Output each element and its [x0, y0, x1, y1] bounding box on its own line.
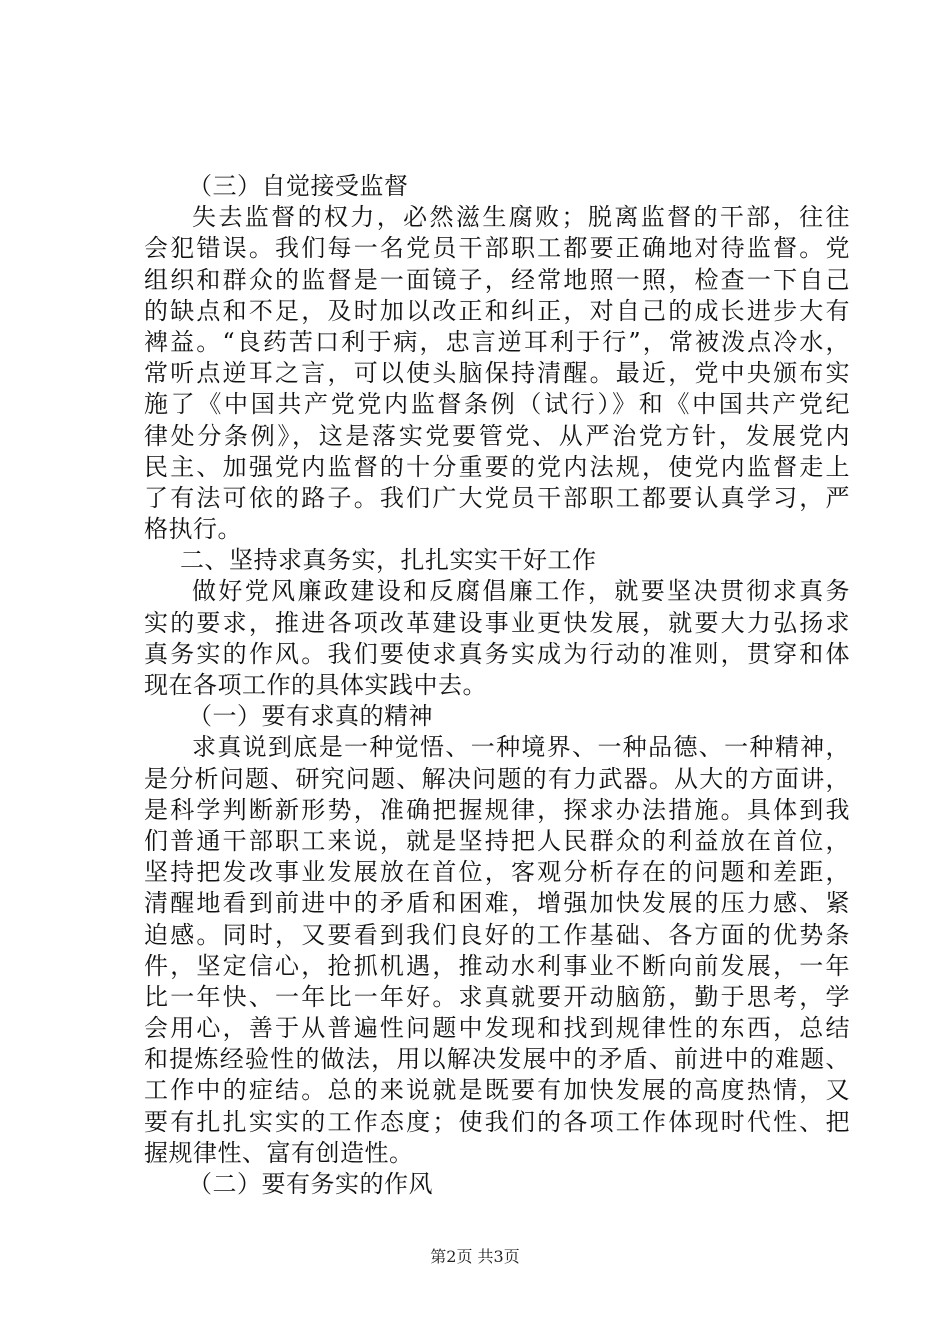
section-heading-2: 二、坚持求真务实，扎扎实实干好工作: [180, 546, 597, 575]
body-line: 握规律性、富有创造性。: [144, 1138, 414, 1167]
section-heading-3: （三）自觉接受监督: [188, 172, 409, 200]
body-line: 做好党风廉政建设和反腐倡廉工作，就要坚决贯彻求真务: [192, 577, 850, 606]
body-line: 清醒地看到前进中的矛盾和困难，增强加快发展的压力感、紧: [144, 889, 850, 918]
body-line: 律处分条例》，这是落实党要管党、从严治党方针，发展党内: [144, 421, 850, 450]
body-line: 格执行。: [144, 515, 242, 544]
page-footer: 第2页 共3页: [430, 1247, 520, 1266]
body-line: 工作中的症结。总的来说就是既要有加快发展的高度热情，又: [144, 1076, 850, 1105]
body-line: 组织和群众的监督是一面镜子，经常地照一照，检查一下自己: [144, 265, 850, 294]
body-line: 们普通干部职工来说，就是坚持把人民群众的利益放在首位，: [144, 826, 850, 855]
subsection-heading-2: （二）要有务实的作风: [188, 1170, 433, 1198]
subsection-heading-1: （一）要有求真的精神: [188, 702, 433, 731]
body-line: 施了《中国共产党党内监督条例（试行）》和《中国共产党纪: [144, 390, 850, 419]
body-line: 比一年快、一年比一年好。求真就要开动脑筋，勤于思考，学: [144, 982, 850, 1011]
body-line: 的缺点和不足，及时加以改正和纠正，对自己的成长进步大有: [144, 296, 850, 325]
body-line: 是科学判断新形势，准确把握规律，探求办法措施。具体到我: [144, 795, 850, 824]
document-body: [144, 171, 850, 1200]
body-line: 件，坚定信心，抢抓机遇，推动水利事业不断向前发展，一年: [144, 951, 850, 980]
body-line: 常听点逆耳之言，可以使头脑保持清醒。最近，党中央颁布实: [144, 359, 850, 388]
body-line: 求真说到底是一种觉悟、一种境界、一种品德、一种精神，: [192, 733, 850, 762]
body-line: 会用心，善于从普遍性问题中发现和找到规律性的东西，总结: [144, 1014, 850, 1043]
body-line: 裨益。“良药苦口利于病，忠言逆耳利于行”，常被泼点冷水，: [144, 327, 850, 356]
body-line: 现在各项工作的具体实践中去。: [144, 671, 487, 699]
body-line: 和提炼经验性的做法，用以解决发展中的矛盾、前进中的难题、: [144, 1045, 850, 1074]
body-line: 实的要求，推进各项改革建设事业更快发展，就要大力弘扬求: [144, 608, 850, 637]
body-line: 失去监督的权力，必然滋生腐败；脱离监督的干部，往往: [192, 203, 850, 232]
body-line: 要有扎扎实实的工作态度；使我们的各项工作体现时代性、把: [144, 1107, 850, 1136]
body-line: 会犯错误。我们每一名党员干部职工都要正确地对待监督。党: [144, 234, 850, 263]
body-line: 民主、加强党内监督的十分重要的党内法规，使党内监督走上: [144, 452, 850, 481]
body-line: 了有法可依的路子。我们广大党员干部职工都要认真学习，严: [144, 483, 850, 512]
body-line: 迫感。同时，又要看到我们良好的工作基础、各方面的优势条: [144, 920, 850, 949]
body-line: 坚持把发改事业发展放在首位，客观分析存在的问题和差距，: [144, 858, 850, 887]
body-line: 真务实的作风。我们要使求真务实成为行动的准则，贯穿和体: [144, 639, 850, 668]
body-line: 是分析问题、研究问题、解决问题的有力武器。从大的方面讲，: [144, 764, 850, 793]
